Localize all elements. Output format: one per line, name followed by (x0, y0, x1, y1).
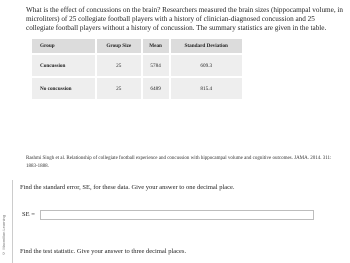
cell-group: Concussion (31, 54, 96, 77)
se-label: SE = (22, 211, 35, 218)
question-test-statistic: Find the test statistic. Give your answer to three decimal places. (20, 248, 187, 255)
table-row (31, 54, 243, 77)
header-group-size: Group Size (96, 38, 142, 54)
se-input[interactable] (40, 210, 314, 220)
table-row (31, 77, 243, 100)
cell-group: No concussion (31, 77, 96, 100)
summary-table (30, 37, 244, 101)
problem-intro: What is the effect of concussions on the brain? Researchers measured the brain sizes (hippocampal volume, in microliters) of 25 collegiate football players with a history of clinician-diagnosed concussion and 25 collegiate football players without a history of concussion. The summary statistics are given in the table. (26, 6, 344, 32)
copyright-label: © Macmillan Learning (1, 215, 6, 256)
header-group: Group (31, 38, 96, 54)
header-mean: Mean (142, 38, 170, 54)
cell-std-dev: 815.4 (170, 77, 244, 100)
cell-std-dev: 609.3 (170, 54, 244, 77)
question-standard-error: Find the standard error, SE, for these data. Give your answer to one decimal place. (20, 184, 235, 191)
citation: Rashmi Singh et al. Relationship of collegiate football experience and concussion with hippocampal volume and cognitive outcomes. JAMA. 2014. 311: 1883-1888. (26, 156, 332, 169)
cell-group-size: 25 (96, 54, 142, 77)
cell-mean: 5784 (142, 54, 170, 77)
header-std-dev: Standard Deviation (170, 38, 244, 54)
cell-group-size: 25 (96, 77, 142, 100)
cell-mean: 6489 (142, 77, 170, 100)
table-header-row (31, 38, 243, 54)
side-divider (12, 180, 13, 263)
